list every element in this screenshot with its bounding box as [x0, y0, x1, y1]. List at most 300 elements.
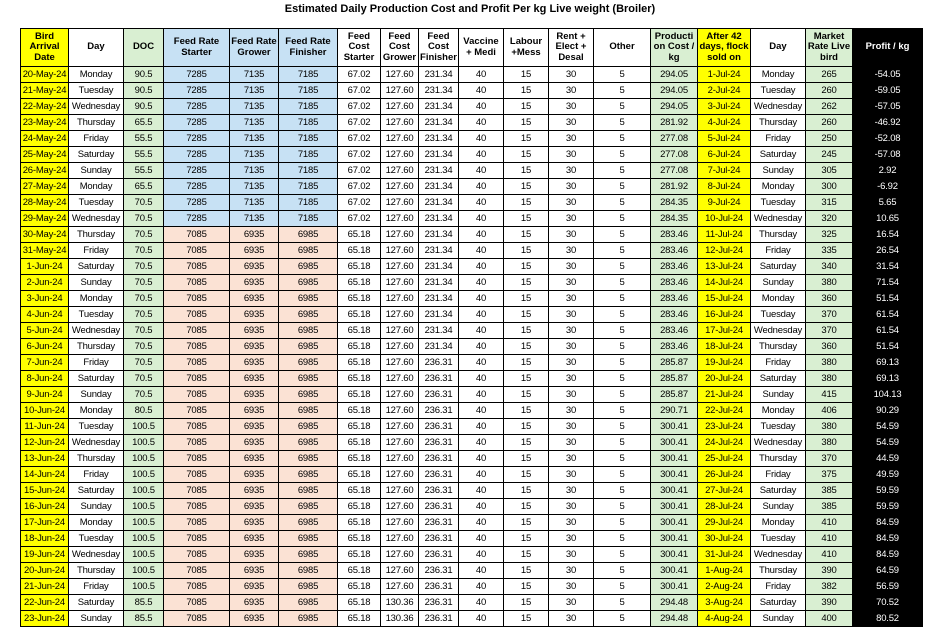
cell-market-rate-live-bird: 380 — [806, 355, 853, 371]
cell-feed-cost-finisher: 236.31 — [419, 467, 459, 483]
cell-day-sold: Saturday — [751, 483, 806, 499]
cell-day-sold: Thursday — [751, 563, 806, 579]
cell-day-sold: Friday — [751, 131, 806, 147]
cell-feed-cost-grower: 127.60 — [381, 371, 419, 387]
cell-rent-elect-desal: 30 — [549, 595, 594, 611]
cell-feed-cost-finisher: 231.34 — [419, 147, 459, 163]
cell-feed-rate-finisher: 7185 — [279, 83, 338, 99]
cell-labour-mess: 15 — [504, 611, 549, 627]
cell-production-cost-kg: 283.46 — [651, 243, 698, 259]
cell-feed-cost-starter: 65.18 — [338, 611, 381, 627]
cell-labour-mess: 15 — [504, 531, 549, 547]
cell-sold-on-date: 2-Aug-24 — [698, 579, 751, 595]
cell-day-arrival: Saturday — [69, 371, 124, 387]
cell-feed-cost-grower: 127.60 — [381, 147, 419, 163]
cell-day-arrival: Thursday — [69, 339, 124, 355]
cell-other: 5 — [594, 467, 651, 483]
cell-day-sold: Monday — [751, 515, 806, 531]
col-header-profit-kg: Profit / kg — [853, 29, 923, 67]
cell-market-rate-live-bird: 265 — [806, 67, 853, 83]
cell-labour-mess: 15 — [504, 131, 549, 147]
col-header-feed-rate-grower: Feed Rate Grower — [230, 29, 279, 67]
cell-day-arrival: Monday — [69, 515, 124, 531]
cell-day-sold: Monday — [751, 291, 806, 307]
cell-doc: 70.5 — [124, 371, 164, 387]
cell-feed-cost-grower: 127.60 — [381, 227, 419, 243]
cell-labour-mess: 15 — [504, 515, 549, 531]
col-header-feed-cost-starter: Feed Cost Starter — [338, 29, 381, 67]
cell-feed-cost-finisher: 231.34 — [419, 131, 459, 147]
cell-feed-cost-grower: 127.60 — [381, 163, 419, 179]
cell-vaccine-medi: 40 — [459, 163, 504, 179]
cell-feed-rate-grower: 6935 — [230, 563, 279, 579]
cell-doc: 100.5 — [124, 499, 164, 515]
cell-feed-rate-finisher: 6985 — [279, 547, 338, 563]
cell-market-rate-live-bird: 380 — [806, 275, 853, 291]
cell-profit-kg: 51.54 — [853, 291, 923, 307]
cell-feed-cost-finisher: 231.34 — [419, 259, 459, 275]
cell-sold-on-date: 21-Jul-24 — [698, 387, 751, 403]
cell-profit-kg: 61.54 — [853, 323, 923, 339]
cell-other: 5 — [594, 195, 651, 211]
cell-labour-mess: 15 — [504, 451, 549, 467]
cell-feed-rate-starter: 7085 — [164, 371, 230, 387]
cell-feed-rate-starter: 7085 — [164, 291, 230, 307]
cell-day-arrival: Saturday — [69, 147, 124, 163]
cell-feed-rate-grower: 6935 — [230, 483, 279, 499]
cell-rent-elect-desal: 30 — [549, 355, 594, 371]
cell-production-cost-kg: 300.41 — [651, 467, 698, 483]
cell-feed-cost-starter: 65.18 — [338, 227, 381, 243]
cell-profit-kg: 10.65 — [853, 211, 923, 227]
cell-sold-on-date: 14-Jul-24 — [698, 275, 751, 291]
cell-other: 5 — [594, 403, 651, 419]
cell-labour-mess: 15 — [504, 579, 549, 595]
cell-profit-kg: 31.54 — [853, 259, 923, 275]
cell-feed-cost-finisher: 231.34 — [419, 291, 459, 307]
table-row — [21, 275, 923, 291]
cell-feed-rate-starter: 7085 — [164, 451, 230, 467]
cell-doc: 90.5 — [124, 99, 164, 115]
cell-feed-rate-starter: 7285 — [164, 99, 230, 115]
cell-profit-kg: 56.59 — [853, 579, 923, 595]
cell-feed-rate-finisher: 6985 — [279, 531, 338, 547]
cell-profit-kg: 49.59 — [853, 467, 923, 483]
cell-feed-rate-finisher: 7185 — [279, 179, 338, 195]
cell-feed-cost-starter: 65.18 — [338, 467, 381, 483]
cell-day-sold: Tuesday — [751, 419, 806, 435]
cell-sold-on-date: 4-Aug-24 — [698, 611, 751, 627]
cell-rent-elect-desal: 30 — [549, 323, 594, 339]
cell-feed-cost-grower: 127.60 — [381, 467, 419, 483]
cell-rent-elect-desal: 30 — [549, 147, 594, 163]
table-row — [21, 403, 923, 419]
cell-market-rate-live-bird: 380 — [806, 435, 853, 451]
cell-day-sold: Saturday — [751, 259, 806, 275]
table-row — [21, 259, 923, 275]
cell-feed-rate-starter: 7285 — [164, 115, 230, 131]
cell-feed-rate-starter: 7085 — [164, 259, 230, 275]
cell-labour-mess: 15 — [504, 563, 549, 579]
table-row — [21, 227, 923, 243]
cell-feed-rate-grower: 6935 — [230, 387, 279, 403]
cell-feed-rate-finisher: 6985 — [279, 323, 338, 339]
cell-day-sold: Thursday — [751, 227, 806, 243]
cell-sold-on-date: 30-Jul-24 — [698, 531, 751, 547]
cell-day-sold: Monday — [751, 67, 806, 83]
cell-profit-kg: 59.59 — [853, 483, 923, 499]
cell-feed-cost-finisher: 231.34 — [419, 211, 459, 227]
cell-feed-rate-grower: 6935 — [230, 227, 279, 243]
cell-vaccine-medi: 40 — [459, 371, 504, 387]
cell-feed-rate-starter: 7285 — [164, 195, 230, 211]
cell-sold-on-date: 2-Jul-24 — [698, 83, 751, 99]
cell-feed-rate-finisher: 6985 — [279, 499, 338, 515]
cell-feed-cost-finisher: 231.34 — [419, 195, 459, 211]
cell-bird-arrival-date: 13-Jun-24 — [21, 451, 69, 467]
cell-feed-rate-starter: 7085 — [164, 419, 230, 435]
cell-production-cost-kg: 294.05 — [651, 83, 698, 99]
cell-feed-rate-grower: 6935 — [230, 259, 279, 275]
cell-feed-cost-grower: 127.60 — [381, 579, 419, 595]
cell-doc: 85.5 — [124, 611, 164, 627]
cell-feed-cost-starter: 65.18 — [338, 291, 381, 307]
table-row — [21, 67, 923, 83]
cell-vaccine-medi: 40 — [459, 499, 504, 515]
cell-bird-arrival-date: 17-Jun-24 — [21, 515, 69, 531]
cell-sold-on-date: 7-Jul-24 — [698, 163, 751, 179]
cell-rent-elect-desal: 30 — [549, 259, 594, 275]
cell-doc: 70.5 — [124, 227, 164, 243]
cell-feed-cost-starter: 65.18 — [338, 339, 381, 355]
cell-profit-kg: 5.65 — [853, 195, 923, 211]
cell-feed-cost-finisher: 231.34 — [419, 83, 459, 99]
cell-feed-rate-grower: 6935 — [230, 419, 279, 435]
cell-doc: 70.5 — [124, 259, 164, 275]
cell-vaccine-medi: 40 — [459, 147, 504, 163]
cell-rent-elect-desal: 30 — [549, 547, 594, 563]
cell-feed-rate-finisher: 6985 — [279, 467, 338, 483]
cell-vaccine-medi: 40 — [459, 451, 504, 467]
cell-day-arrival: Saturday — [69, 259, 124, 275]
cell-rent-elect-desal: 30 — [549, 515, 594, 531]
cell-rent-elect-desal: 30 — [549, 179, 594, 195]
cell-market-rate-live-bird: 370 — [806, 451, 853, 467]
cell-feed-cost-starter: 65.18 — [338, 419, 381, 435]
cell-feed-rate-grower: 7135 — [230, 163, 279, 179]
cell-feed-cost-starter: 65.18 — [338, 435, 381, 451]
cell-other: 5 — [594, 147, 651, 163]
cell-profit-kg: -6.92 — [853, 179, 923, 195]
table-row — [21, 595, 923, 611]
cell-bird-arrival-date: 14-Jun-24 — [21, 467, 69, 483]
cell-labour-mess: 15 — [504, 163, 549, 179]
cell-profit-kg: 84.59 — [853, 515, 923, 531]
cell-labour-mess: 15 — [504, 195, 549, 211]
cell-feed-cost-grower: 130.36 — [381, 595, 419, 611]
cell-feed-cost-starter: 67.02 — [338, 147, 381, 163]
cell-profit-kg: -46.92 — [853, 115, 923, 131]
cell-feed-rate-grower: 6935 — [230, 291, 279, 307]
cell-feed-cost-finisher: 236.31 — [419, 595, 459, 611]
cell-feed-cost-grower: 127.60 — [381, 99, 419, 115]
cell-day-sold: Wednesday — [751, 323, 806, 339]
table-header — [21, 29, 923, 67]
table-row — [21, 547, 923, 563]
cell-feed-cost-starter: 67.02 — [338, 179, 381, 195]
cell-doc: 100.5 — [124, 483, 164, 499]
cell-labour-mess: 15 — [504, 403, 549, 419]
cell-market-rate-live-bird: 390 — [806, 595, 853, 611]
cell-bird-arrival-date: 29-May-24 — [21, 211, 69, 227]
table-row — [21, 451, 923, 467]
table-row — [21, 179, 923, 195]
cell-profit-kg: -59.05 — [853, 83, 923, 99]
cell-day-arrival: Sunday — [69, 163, 124, 179]
cell-feed-cost-starter: 65.18 — [338, 483, 381, 499]
cell-feed-rate-starter: 7085 — [164, 339, 230, 355]
cell-day-sold: Saturday — [751, 147, 806, 163]
cell-feed-cost-finisher: 231.34 — [419, 163, 459, 179]
cell-doc: 100.5 — [124, 547, 164, 563]
cell-day-arrival: Tuesday — [69, 307, 124, 323]
cell-market-rate-live-bird: 382 — [806, 579, 853, 595]
cell-feed-rate-finisher: 7185 — [279, 115, 338, 131]
cell-doc: 55.5 — [124, 163, 164, 179]
cell-vaccine-medi: 40 — [459, 531, 504, 547]
header-row — [21, 29, 923, 67]
cell-production-cost-kg: 283.46 — [651, 339, 698, 355]
cell-vaccine-medi: 40 — [459, 259, 504, 275]
cell-labour-mess: 15 — [504, 179, 549, 195]
cell-labour-mess: 15 — [504, 275, 549, 291]
cell-labour-mess: 15 — [504, 595, 549, 611]
cell-feed-cost-starter: 65.18 — [338, 243, 381, 259]
col-header-doc: DOC — [124, 29, 164, 67]
cell-other: 5 — [594, 419, 651, 435]
cell-market-rate-live-bird: 415 — [806, 387, 853, 403]
cell-feed-cost-finisher: 231.34 — [419, 99, 459, 115]
cell-feed-rate-finisher: 6985 — [279, 243, 338, 259]
cell-bird-arrival-date: 22-May-24 — [21, 99, 69, 115]
cell-day-sold: Friday — [751, 355, 806, 371]
cell-doc: 70.5 — [124, 275, 164, 291]
cell-feed-cost-finisher: 236.31 — [419, 499, 459, 515]
cell-day-arrival: Wednesday — [69, 323, 124, 339]
col-header-day-sold: Day — [751, 29, 806, 67]
table-row — [21, 163, 923, 179]
cell-market-rate-live-bird: 260 — [806, 83, 853, 99]
cell-feed-cost-grower: 127.60 — [381, 387, 419, 403]
cell-feed-cost-starter: 65.18 — [338, 259, 381, 275]
cell-feed-cost-starter: 65.18 — [338, 275, 381, 291]
cell-rent-elect-desal: 30 — [549, 99, 594, 115]
cell-feed-cost-finisher: 231.34 — [419, 179, 459, 195]
cell-vaccine-medi: 40 — [459, 515, 504, 531]
cell-feed-rate-starter: 7285 — [164, 147, 230, 163]
cell-sold-on-date: 4-Jul-24 — [698, 115, 751, 131]
cell-production-cost-kg: 294.48 — [651, 611, 698, 627]
cell-vaccine-medi: 40 — [459, 211, 504, 227]
cell-vaccine-medi: 40 — [459, 579, 504, 595]
col-header-day-arrival: Day — [69, 29, 124, 67]
cell-sold-on-date: 28-Jul-24 — [698, 499, 751, 515]
cell-profit-kg: -54.05 — [853, 67, 923, 83]
cell-feed-rate-finisher: 6985 — [279, 355, 338, 371]
cell-other: 5 — [594, 211, 651, 227]
table-row — [21, 307, 923, 323]
cell-other: 5 — [594, 115, 651, 131]
cell-other: 5 — [594, 611, 651, 627]
cell-feed-cost-grower: 130.36 — [381, 611, 419, 627]
cell-day-sold: Wednesday — [751, 435, 806, 451]
cell-feed-rate-starter: 7085 — [164, 611, 230, 627]
col-header-sold-on-date: After 42 days, flock sold on — [698, 29, 751, 67]
cell-feed-cost-finisher: 236.31 — [419, 515, 459, 531]
cell-market-rate-live-bird: 325 — [806, 227, 853, 243]
cell-vaccine-medi: 40 — [459, 403, 504, 419]
cell-production-cost-kg: 285.87 — [651, 355, 698, 371]
cell-doc: 100.5 — [124, 579, 164, 595]
cell-production-cost-kg: 283.46 — [651, 275, 698, 291]
cell-feed-rate-starter: 7085 — [164, 323, 230, 339]
cell-rent-elect-desal: 30 — [549, 163, 594, 179]
cell-feed-rate-finisher: 6985 — [279, 275, 338, 291]
cell-doc: 100.5 — [124, 467, 164, 483]
cell-feed-cost-starter: 65.18 — [338, 371, 381, 387]
cell-feed-cost-starter: 65.18 — [338, 323, 381, 339]
cell-rent-elect-desal: 30 — [549, 387, 594, 403]
cell-labour-mess: 15 — [504, 419, 549, 435]
cell-other: 5 — [594, 499, 651, 515]
cell-rent-elect-desal: 30 — [549, 339, 594, 355]
cell-feed-rate-starter: 7285 — [164, 211, 230, 227]
cell-feed-cost-starter: 65.18 — [338, 595, 381, 611]
cell-production-cost-kg: 290.71 — [651, 403, 698, 419]
cell-feed-rate-finisher: 6985 — [279, 563, 338, 579]
cell-feed-cost-grower: 127.60 — [381, 515, 419, 531]
cell-labour-mess: 15 — [504, 227, 549, 243]
cell-day-arrival: Saturday — [69, 595, 124, 611]
cell-bird-arrival-date: 23-May-24 — [21, 115, 69, 131]
col-header-feed-rate-starter: Feed Rate Starter — [164, 29, 230, 67]
cell-market-rate-live-bird: 406 — [806, 403, 853, 419]
cell-feed-cost-grower: 127.60 — [381, 435, 419, 451]
cell-market-rate-live-bird: 385 — [806, 483, 853, 499]
cell-day-sold: Wednesday — [751, 547, 806, 563]
cell-feed-cost-grower: 127.60 — [381, 355, 419, 371]
cell-sold-on-date: 17-Jul-24 — [698, 323, 751, 339]
cell-profit-kg: -57.08 — [853, 147, 923, 163]
cell-sold-on-date: 20-Jul-24 — [698, 371, 751, 387]
cell-other: 5 — [594, 563, 651, 579]
cell-sold-on-date: 18-Jul-24 — [698, 339, 751, 355]
cell-feed-cost-grower: 127.60 — [381, 179, 419, 195]
cell-feed-cost-finisher: 236.31 — [419, 483, 459, 499]
cell-rent-elect-desal: 30 — [549, 579, 594, 595]
cell-bird-arrival-date: 18-Jun-24 — [21, 531, 69, 547]
cell-other: 5 — [594, 323, 651, 339]
cell-day-arrival: Wednesday — [69, 99, 124, 115]
cell-bird-arrival-date: 8-Jun-24 — [21, 371, 69, 387]
cell-feed-cost-grower: 127.60 — [381, 211, 419, 227]
cell-day-sold: Friday — [751, 467, 806, 483]
cell-rent-elect-desal: 30 — [549, 483, 594, 499]
cell-sold-on-date: 13-Jul-24 — [698, 259, 751, 275]
cell-market-rate-live-bird: 410 — [806, 515, 853, 531]
cell-labour-mess: 15 — [504, 435, 549, 451]
cell-day-sold: Monday — [751, 403, 806, 419]
cell-feed-cost-finisher: 236.31 — [419, 387, 459, 403]
cell-profit-kg: 80.52 — [853, 611, 923, 627]
cell-feed-rate-grower: 6935 — [230, 579, 279, 595]
cell-doc: 100.5 — [124, 515, 164, 531]
cell-feed-rate-starter: 7085 — [164, 467, 230, 483]
cell-production-cost-kg: 285.87 — [651, 371, 698, 387]
cell-feed-cost-starter: 65.18 — [338, 547, 381, 563]
production-cost-table — [20, 28, 923, 627]
cell-day-sold: Wednesday — [751, 99, 806, 115]
cell-feed-cost-grower: 127.60 — [381, 259, 419, 275]
cell-feed-cost-finisher: 236.31 — [419, 355, 459, 371]
cell-labour-mess: 15 — [504, 499, 549, 515]
cell-rent-elect-desal: 30 — [549, 371, 594, 387]
cell-other: 5 — [594, 483, 651, 499]
cell-feed-rate-starter: 7085 — [164, 579, 230, 595]
cell-rent-elect-desal: 30 — [549, 211, 594, 227]
cell-feed-cost-grower: 127.60 — [381, 243, 419, 259]
table-row — [21, 515, 923, 531]
cell-vaccine-medi: 40 — [459, 563, 504, 579]
cell-other: 5 — [594, 387, 651, 403]
cell-labour-mess: 15 — [504, 99, 549, 115]
cell-feed-rate-grower: 6935 — [230, 547, 279, 563]
cell-feed-rate-grower: 7135 — [230, 115, 279, 131]
cell-labour-mess: 15 — [504, 67, 549, 83]
cell-other: 5 — [594, 243, 651, 259]
cell-rent-elect-desal: 30 — [549, 451, 594, 467]
cell-feed-rate-finisher: 6985 — [279, 307, 338, 323]
cell-labour-mess: 15 — [504, 371, 549, 387]
cell-vaccine-medi: 40 — [459, 547, 504, 563]
cell-feed-rate-grower: 6935 — [230, 355, 279, 371]
cell-production-cost-kg: 281.92 — [651, 115, 698, 131]
cell-feed-cost-starter: 65.18 — [338, 499, 381, 515]
table-row — [21, 435, 923, 451]
cell-vaccine-medi: 40 — [459, 99, 504, 115]
cell-labour-mess: 15 — [504, 147, 549, 163]
cell-feed-cost-starter: 65.18 — [338, 579, 381, 595]
cell-vaccine-medi: 40 — [459, 611, 504, 627]
cell-production-cost-kg: 300.41 — [651, 531, 698, 547]
cell-feed-cost-grower: 127.60 — [381, 291, 419, 307]
cell-profit-kg: 84.59 — [853, 547, 923, 563]
cell-feed-rate-finisher: 6985 — [279, 371, 338, 387]
cell-other: 5 — [594, 339, 651, 355]
cell-day-sold: Monday — [751, 179, 806, 195]
cell-production-cost-kg: 283.46 — [651, 291, 698, 307]
cell-production-cost-kg: 294.05 — [651, 67, 698, 83]
cell-feed-rate-starter: 7085 — [164, 355, 230, 371]
cell-market-rate-live-bird: 335 — [806, 243, 853, 259]
cell-bird-arrival-date: 30-May-24 — [21, 227, 69, 243]
cell-market-rate-live-bird: 305 — [806, 163, 853, 179]
cell-bird-arrival-date: 11-Jun-24 — [21, 419, 69, 435]
cell-other: 5 — [594, 67, 651, 83]
cell-bird-arrival-date: 19-Jun-24 — [21, 547, 69, 563]
cell-day-sold: Saturday — [751, 371, 806, 387]
cell-sold-on-date: 12-Jul-24 — [698, 243, 751, 259]
